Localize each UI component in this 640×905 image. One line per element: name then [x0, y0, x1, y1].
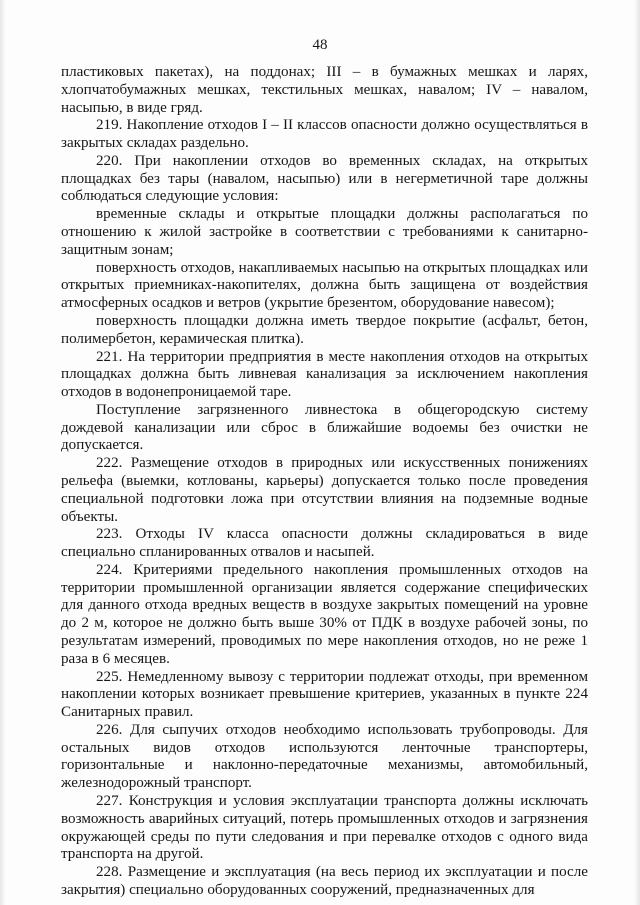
paragraph: 219. Накопление отходов I – II классов опасности должно осуществляться в закрытых складах раздельно.	[61, 117, 588, 152]
paragraph: 220. При накоплении отходов во временных складах, на открытых площадках без тары (навалом, насыпью) или в негерметичной таре должны соблюдаться следующие условия:	[61, 152, 588, 205]
paragraph: 228. Размещение и эксплуатация (на весь период их эксплуатации и после закрытия) специально оборудованных сооружений, предназначенных для	[61, 864, 588, 898]
document-body	[61, 64, 588, 900]
paragraph: 221. На территории предприятия в месте накопления отходов на открытых площадках должна быть ливневая канализация за исключением накопления отходов в водонепроницаемой таре.	[61, 348, 588, 401]
paragraph: 223. Отходы IV класса опасности должны складироваться в виде специально спланированных отвалов и насыпей.	[61, 526, 588, 561]
paragraph: 224. Критериями предельного накопления промышленных отходов на территории промышленной организации является содержание специфических для данного отхода вредных веществ в воздухе закрытых помещений на уровне до 2 м, которое не должно быть выше 30% от ПДК в воздухе рабочей зоны, по результатам измерений, проводимых по мере накопления отходов, но не реже 1 раза в 6 месяцев.	[61, 561, 588, 667]
paragraph: Поступление загрязненного ливнестока в общегородскую систему дождевой канализации или сброс в ближайшие водоемы без очистки не допускается.	[61, 401, 588, 454]
scan-shadow-left	[0, 0, 6, 905]
paragraph: временные склады и открытые площадки должны располагаться по отношению к жилой застройке в соответствии с требованиями к санитарно-защитным зонам;	[61, 206, 588, 258]
page-number: 48	[312, 37, 328, 53]
paragraph: 222. Размещение отходов в природных или искусственных понижениях рельефа (выемки, котлованы, карьеры) допускается только после проведения специальной подготовки ложа при отсутствии влияния на подземные водные объекты.	[61, 455, 588, 525]
paragraph: поверхность площадки должна иметь твердое покрытие (асфальт, бетон, полимербетон, керамическая плитка).	[61, 312, 588, 347]
paragraph: 227. Конструкция и условия эксплуатации транспорта должны исключать возможность аварийных ситуаций, потерь промышленных отходов и загрязнения окружающей среды по пути следования и при перевалке отходов с одного вида транспорта на другой.	[61, 793, 588, 863]
paragraph: 225. Немедленному вывозу с территории подлежат отходы, при временном накоплении которых возникает превышение критериев, указанных в пункте 224 Санитарных правил.	[61, 668, 588, 721]
paragraph: поверхность отходов, накапливаемых насыпью на открытых площадках или открытых приемниках-накопителях, должна быть защищена от воздействия атмосферных осадков и ветров (укрытие брезентом, оборудование навесом);	[61, 259, 588, 312]
paragraph: 226. Для сыпучих отходов необходимо использовать трубопроводы. Для остальных видов отходов используются ленточные транспортеры, горизонтальные и наклонно-передаточные механизмы, автомобильный, железнодорожный транспорт.	[61, 721, 588, 792]
scan-shadow-right	[634, 0, 640, 905]
paragraph: пластиковых пакетах), на поддонах; III – в бумажных мешках и ларях, хлопчатобумажных мешках, текстильных мешках, навалом; IV – навалом, насыпью, в виде гряд.	[61, 64, 588, 116]
